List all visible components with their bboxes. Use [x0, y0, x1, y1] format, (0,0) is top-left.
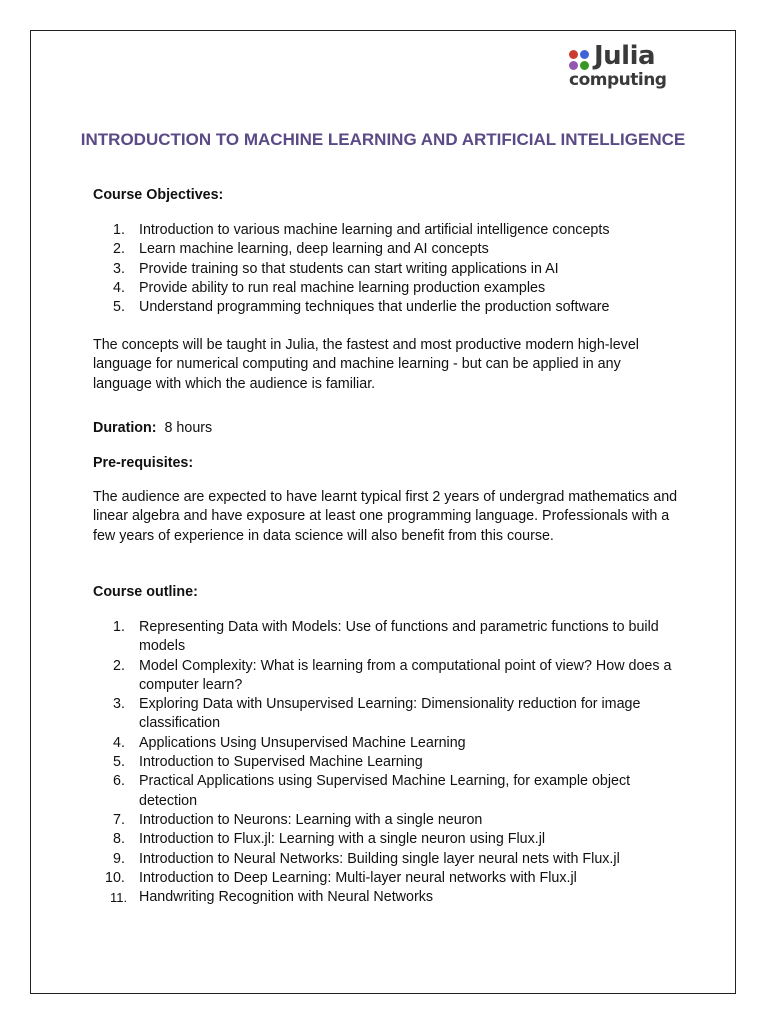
list-item	[93, 260, 683, 279]
prerequisites-text: The audience are expected to have learnt typical first 2 years of undergrad mathematics and linear algebra and have exposure at least one programming language. Professionals with a few years of experience in data science will also benefit from this course.	[93, 489, 678, 544]
duration-label: Duration:	[93, 420, 157, 436]
list-text: Introduction to various machine learning and artificial intelligence concepts	[139, 222, 610, 238]
list-item	[93, 830, 683, 849]
list-item	[93, 221, 683, 240]
list-number: 10.	[105, 869, 125, 886]
list-number: 8.	[113, 831, 125, 848]
outline-heading-text: Course outline:	[93, 584, 198, 600]
list-item	[93, 734, 683, 753]
prerequisites-paragraph	[93, 488, 683, 546]
list-number: 3.	[113, 696, 125, 713]
list-item	[93, 279, 683, 298]
list-text: Introduction to Supervised Machine Learning	[139, 754, 423, 771]
list-item	[93, 298, 683, 317]
list-number: 9.	[113, 850, 125, 867]
list-item	[93, 772, 683, 811]
logo-brand-text: Julia	[594, 41, 656, 71]
list-text: Handwriting Recognition with Neural Networks	[139, 889, 434, 906]
objectives-heading-text: Course Objectives:	[93, 187, 224, 203]
list-number: 2.	[113, 241, 125, 258]
list-item	[93, 753, 683, 772]
list-item	[93, 869, 683, 888]
document-title: INTRODUCTION TO MACHINE LEARNING AND ARTIFICIAL INTELLIGENCE	[80, 130, 686, 149]
list-text: Provide training so that students can start writing applications in AI	[139, 260, 559, 277]
list-text: Introduction to Neurons: Learning with a single neuron	[139, 811, 483, 828]
list-number: 5.	[113, 754, 125, 771]
list-text: Model Complexity: What is learning from a computational point of view? How does a computer learn?	[139, 657, 672, 693]
list-number: 4.	[113, 734, 125, 751]
julia-computing-logo	[569, 41, 679, 94]
list-text: Practical Applications using Supervised Machine Learning, for example object detection	[139, 773, 631, 809]
list-item	[93, 618, 683, 657]
objectives-list	[93, 221, 683, 317]
list-text: Exploring Data with Unsupervised Learning: Dimensionality reduction for image classification	[139, 696, 641, 732]
list-text: Introduction to Flux.jl: Learning with a single neuron using Flux.jl	[139, 831, 546, 848]
list-item	[93, 695, 683, 734]
intro-paragraph-text: The concepts will be taught in Julia, the fastest and most productive modern high-level language for numerical computing and machine learning - but can be applied in any language with which the audience is familiar.	[93, 337, 639, 392]
list-number: 11.	[110, 890, 128, 906]
list-item	[93, 888, 683, 907]
list-item	[93, 657, 683, 696]
list-number: 2.	[113, 657, 125, 674]
list-text: Representing Data with Models: Use of functions and parametric functions to build models	[139, 619, 659, 655]
duration-value: 8 hours	[164, 420, 213, 436]
list-number: 5.	[113, 299, 125, 316]
list-number: 1.	[113, 222, 125, 238]
list-number: 6.	[113, 773, 125, 790]
list-number: 1.	[113, 619, 125, 635]
list-number: 3.	[113, 260, 125, 277]
list-text: Introduction to Deep Learning: Multi-layer neural networks with Flux.jl	[139, 869, 577, 886]
list-number: 4.	[113, 279, 125, 296]
intro-paragraph	[93, 336, 683, 394]
list-item	[93, 850, 683, 869]
outline-heading	[93, 583, 683, 602]
list-text: Understand programming techniques that underlie the production software	[139, 299, 610, 316]
list-text: Provide ability to run real machine learning production examples	[139, 279, 546, 296]
list-text: Applications Using Unsupervised Machine Learning	[139, 734, 466, 751]
outline-list	[93, 618, 683, 907]
list-number: 7.	[113, 811, 125, 828]
list-item	[93, 240, 683, 259]
list-text: Introduction to Neural Networks: Building single layer neural nets with Flux.jl	[139, 850, 620, 867]
duration-line	[93, 419, 683, 438]
logo-sub-text: computing	[569, 70, 667, 90]
list-item	[93, 811, 683, 830]
objectives-heading	[93, 186, 683, 205]
prerequisites-heading-text: Pre-requisites:	[93, 455, 194, 471]
list-text: Learn machine learning, deep learning and AI concepts	[139, 241, 489, 258]
prerequisites-heading	[93, 454, 683, 473]
julia-dots-icon	[569, 50, 591, 72]
